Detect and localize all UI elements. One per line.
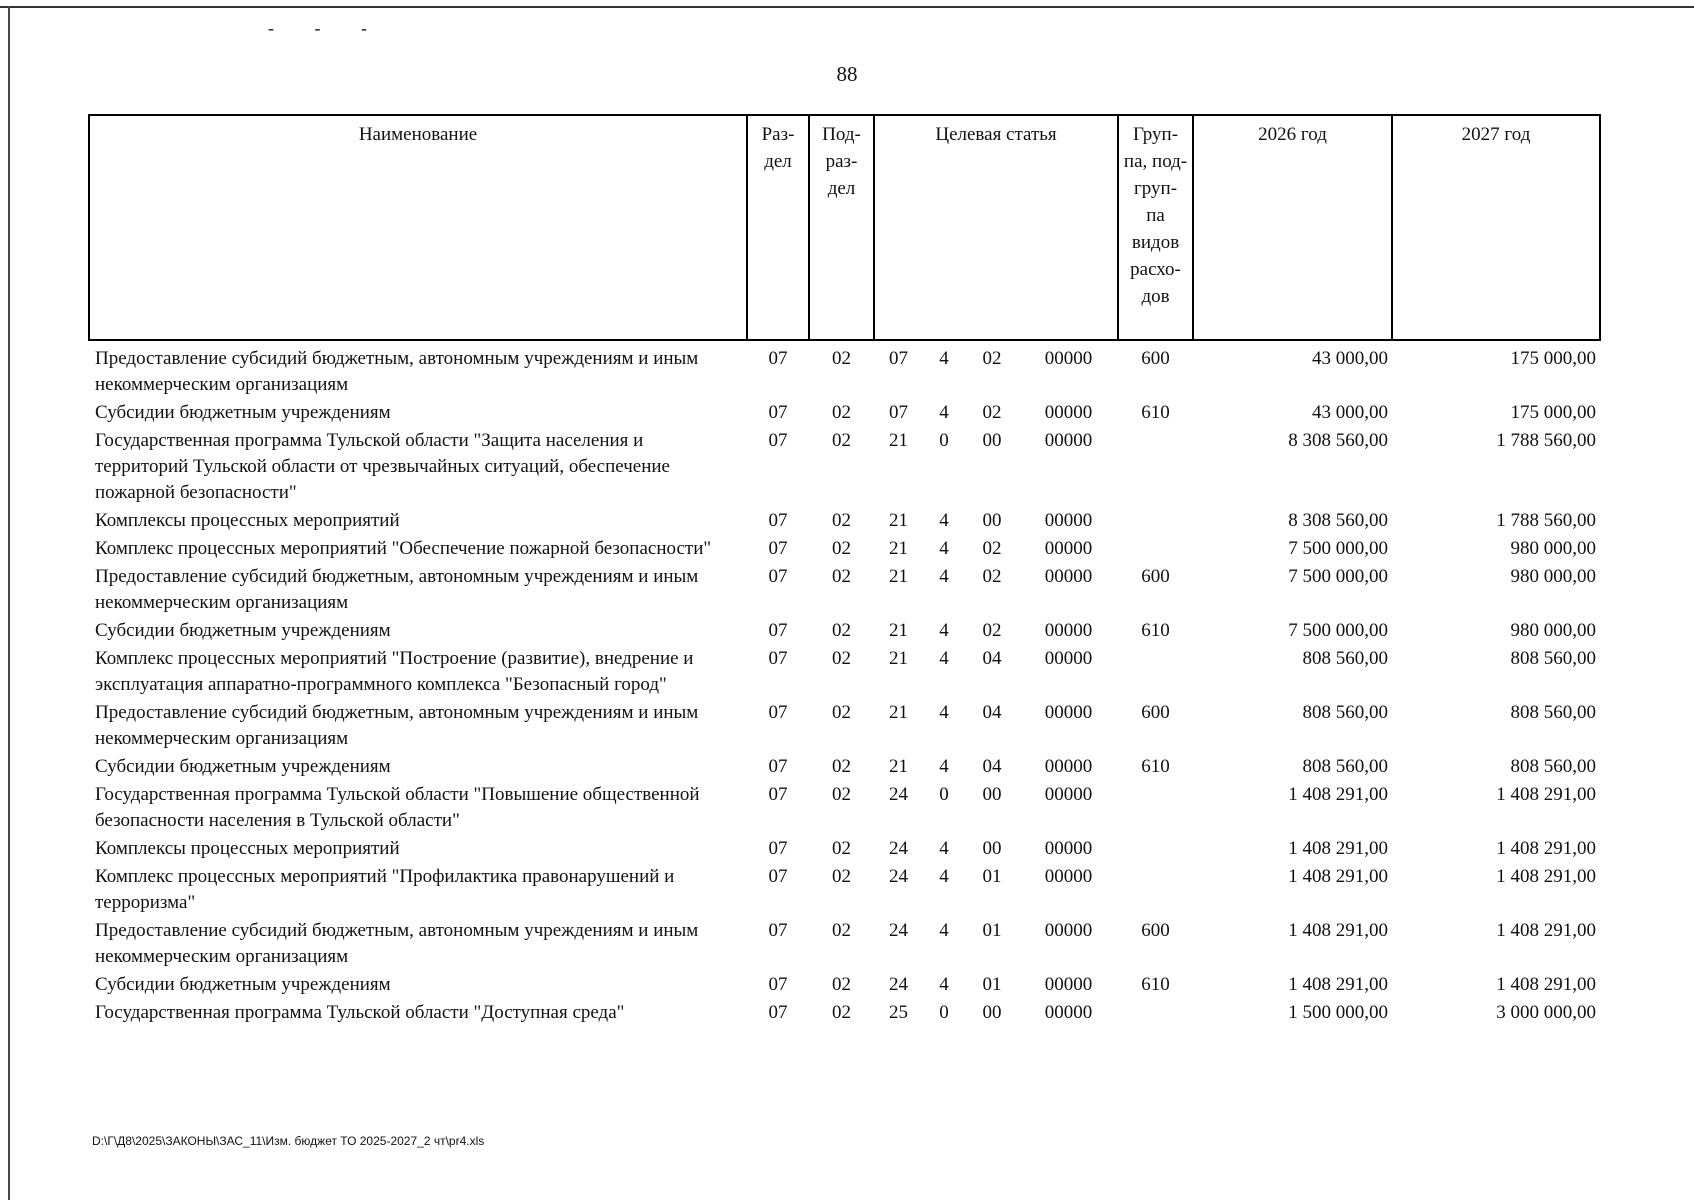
row-amount-2027: 1 788 560,00 <box>1496 510 1597 531</box>
row-target-program: 21 <box>889 648 908 669</box>
row-name: Предоставление субсидий бюджетным, автономным учреждениям и иным некоммерческим организациям <box>95 920 699 967</box>
row-section: 07 <box>768 866 788 887</box>
table-row <box>89 700 1600 754</box>
header-target-article: Целевая статья <box>874 115 1118 340</box>
top-marks: - - - <box>268 18 385 38</box>
row-amount-2026: 8 308 560,00 <box>1288 430 1389 451</box>
row-expense-group: 600 <box>1141 920 1170 941</box>
row-amount-2026: 1 408 291,00 <box>1288 838 1389 859</box>
row-target-direction: 00000 <box>1044 648 1093 669</box>
row-subsection: 02 <box>832 702 851 723</box>
row-section: 07 <box>768 1002 788 1023</box>
row-section: 07 <box>768 648 788 669</box>
row-target-program: 21 <box>889 756 908 777</box>
table-row <box>89 508 1600 536</box>
row-subsection: 02 <box>832 838 851 859</box>
row-target-structure: 00 <box>982 430 1002 451</box>
header-year-2026: 2026 год <box>1193 115 1392 340</box>
row-target-type: 4 <box>939 402 949 423</box>
row-section: 07 <box>768 510 788 531</box>
row-subsection: 02 <box>832 974 851 995</box>
row-target-direction: 00000 <box>1044 430 1093 451</box>
row-target-structure: 02 <box>982 402 1002 423</box>
row-target-type: 4 <box>939 510 949 531</box>
row-section: 07 <box>768 920 788 941</box>
table-row <box>89 972 1600 1000</box>
row-expense-group: 610 <box>1141 402 1170 423</box>
row-target-type: 4 <box>939 838 949 859</box>
row-target-type: 4 <box>939 920 949 941</box>
row-target-program: 21 <box>889 538 908 559</box>
row-target-direction: 00000 <box>1044 620 1093 641</box>
row-target-program: 25 <box>889 1002 908 1023</box>
row-expense-group: 600 <box>1141 702 1170 723</box>
row-target-direction: 00000 <box>1044 702 1093 723</box>
row-target-structure: 00 <box>982 838 1002 859</box>
row-amount-2026: 1 408 291,00 <box>1288 784 1389 805</box>
row-target-program: 21 <box>889 510 908 531</box>
row-section: 07 <box>768 402 788 423</box>
row-target-type: 4 <box>939 974 949 995</box>
row-target-program: 24 <box>889 784 908 805</box>
scan-edge-top <box>0 6 1694 8</box>
row-target-type: 4 <box>939 620 949 641</box>
row-amount-2027: 980 000,00 <box>1510 538 1597 559</box>
row-target-type: 4 <box>939 866 949 887</box>
row-section: 07 <box>768 348 788 369</box>
row-expense-group <box>1118 428 1193 508</box>
row-amount-2027: 1 408 291,00 <box>1496 974 1597 995</box>
row-target-direction: 00000 <box>1044 566 1093 587</box>
row-target-direction: 00000 <box>1044 538 1093 559</box>
row-name: Государственная программа Тульской области "Повышение общественной безопасности населения в Тульской области" <box>95 784 700 831</box>
row-amount-2027: 175 000,00 <box>1510 402 1597 423</box>
row-target-program: 21 <box>889 620 908 641</box>
row-target-structure: 02 <box>982 566 1002 587</box>
row-amount-2026: 1 408 291,00 <box>1288 974 1389 995</box>
row-target-direction: 00000 <box>1044 348 1093 369</box>
row-name: Субсидии бюджетным учреждениям <box>95 402 391 423</box>
header-expense-group: Груп- па, под- груп- па видов расхо- дов <box>1118 115 1193 340</box>
scan-edge-left <box>8 6 10 1200</box>
row-section: 07 <box>768 620 788 641</box>
row-section: 07 <box>768 974 788 995</box>
row-subsection: 02 <box>832 430 851 451</box>
row-target-program: 07 <box>889 348 908 369</box>
row-subsection: 02 <box>832 620 851 641</box>
row-section: 07 <box>768 566 788 587</box>
row-target-program: 24 <box>889 866 908 887</box>
row-target-type: 4 <box>939 348 949 369</box>
row-subsection: 02 <box>832 510 851 531</box>
row-target-type: 4 <box>939 702 949 723</box>
row-expense-group: 600 <box>1141 566 1170 587</box>
row-amount-2026: 7 500 000,00 <box>1288 566 1389 587</box>
row-amount-2026: 8 308 560,00 <box>1288 510 1389 531</box>
row-amount-2027: 808 560,00 <box>1510 756 1597 777</box>
row-amount-2027: 1 408 291,00 <box>1496 920 1597 941</box>
row-expense-group: 600 <box>1141 348 1170 369</box>
row-target-type: 4 <box>939 756 949 777</box>
row-target-program: 24 <box>889 920 908 941</box>
row-target-type: 4 <box>939 566 949 587</box>
table-header-row <box>89 115 1600 340</box>
row-target-program: 21 <box>889 430 908 451</box>
row-amount-2026: 808 560,00 <box>1302 648 1389 669</box>
row-expense-group <box>1118 508 1193 536</box>
row-amount-2027: 808 560,00 <box>1510 648 1597 669</box>
table-row <box>89 536 1600 564</box>
row-target-structure: 04 <box>982 648 1002 669</box>
row-target-structure: 01 <box>982 974 1002 995</box>
row-section: 07 <box>768 538 788 559</box>
row-name: Комплекс процессных мероприятий "Обеспечение пожарной безопасности" <box>95 538 712 559</box>
row-target-structure: 00 <box>982 510 1002 531</box>
row-target-direction: 00000 <box>1044 838 1093 859</box>
table-row <box>89 836 1600 864</box>
table-body <box>89 340 1600 1028</box>
row-expense-group <box>1118 782 1193 836</box>
row-target-direction: 00000 <box>1044 756 1093 777</box>
row-target-type: 0 <box>939 430 949 451</box>
row-target-structure: 01 <box>982 920 1002 941</box>
row-amount-2026: 808 560,00 <box>1302 756 1389 777</box>
row-amount-2026: 1 408 291,00 <box>1288 920 1389 941</box>
row-amount-2027: 1 408 291,00 <box>1496 838 1597 859</box>
row-amount-2027: 1 788 560,00 <box>1496 430 1597 451</box>
row-subsection: 02 <box>832 648 851 669</box>
table-row <box>89 340 1600 400</box>
row-section: 07 <box>768 702 788 723</box>
header-year-2027: 2027 год <box>1392 115 1600 340</box>
row-expense-group <box>1118 1000 1193 1028</box>
row-target-structure: 00 <box>982 784 1002 805</box>
row-amount-2027: 1 408 291,00 <box>1496 784 1597 805</box>
row-name: Субсидии бюджетным учреждениям <box>95 620 391 641</box>
table-row <box>89 782 1600 836</box>
row-section: 07 <box>768 756 788 777</box>
row-target-structure: 00 <box>982 1002 1002 1023</box>
row-amount-2027: 980 000,00 <box>1510 620 1597 641</box>
row-name: Предоставление субсидий бюджетным, автономным учреждениям и иным некоммерческим организациям <box>95 702 699 749</box>
row-amount-2026: 43 000,00 <box>1312 348 1389 369</box>
row-name: Субсидии бюджетным учреждениям <box>95 756 391 777</box>
footer-file-path: D:\Г\Д8\2025\ЗАКОНЫ\ЗАС_11\Изм. бюджет ТО 2025-2027_2 чт\pr4.xls <box>92 1134 485 1148</box>
row-expense-group <box>1118 536 1193 564</box>
row-amount-2026: 808 560,00 <box>1302 702 1389 723</box>
row-amount-2027: 980 000,00 <box>1510 566 1597 587</box>
row-target-program: 07 <box>889 402 908 423</box>
row-subsection: 02 <box>832 566 851 587</box>
row-amount-2026: 1 408 291,00 <box>1288 866 1389 887</box>
row-subsection: 02 <box>832 920 851 941</box>
row-name: Комплекс процессных мероприятий "Профилактика правонарушений и терроризма" <box>95 866 675 913</box>
row-target-program: 21 <box>889 702 908 723</box>
table-row <box>89 400 1600 428</box>
row-section: 07 <box>768 838 788 859</box>
row-target-structure: 02 <box>982 538 1002 559</box>
row-target-type: 4 <box>939 538 949 559</box>
row-target-structure: 04 <box>982 756 1002 777</box>
row-subsection: 02 <box>832 402 851 423</box>
row-section: 07 <box>768 784 788 805</box>
row-name: Государственная программа Тульской области "Защита населения и территорий Тульской области от чрезвычайных ситуаций, обеспечение пожарной безопасности" <box>95 430 670 503</box>
table-row <box>89 864 1600 918</box>
row-expense-group <box>1118 646 1193 700</box>
row-expense-group <box>1118 836 1193 864</box>
header-section: Раз- дел <box>747 115 809 340</box>
row-target-direction: 00000 <box>1044 784 1093 805</box>
row-name: Предоставление субсидий бюджетным, автономным учреждениям и иным некоммерческим организациям <box>95 348 699 395</box>
row-target-direction: 00000 <box>1044 402 1093 423</box>
row-target-program: 24 <box>889 838 908 859</box>
row-target-direction: 00000 <box>1044 510 1093 531</box>
row-target-direction: 00000 <box>1044 1002 1093 1023</box>
table-row <box>89 918 1600 972</box>
row-amount-2026: 7 500 000,00 <box>1288 538 1389 559</box>
budget-table <box>88 114 1601 1028</box>
header-name: Наименование <box>89 115 747 340</box>
row-subsection: 02 <box>832 538 851 559</box>
table-row <box>89 1000 1600 1028</box>
page-number: 88 <box>836 62 858 86</box>
row-amount-2027: 808 560,00 <box>1510 702 1597 723</box>
row-expense-group: 610 <box>1141 756 1170 777</box>
row-name: Субсидии бюджетным учреждениям <box>95 974 391 995</box>
table-row <box>89 564 1600 618</box>
row-target-structure: 02 <box>982 620 1002 641</box>
row-target-direction: 00000 <box>1044 866 1093 887</box>
row-expense-group: 610 <box>1141 974 1170 995</box>
row-target-direction: 00000 <box>1044 920 1093 941</box>
row-name: Государственная программа Тульской области "Доступная среда" <box>95 1002 625 1023</box>
row-name: Комплексы процессных мероприятий <box>95 838 400 859</box>
row-target-structure: 04 <box>982 702 1002 723</box>
row-subsection: 02 <box>832 1002 851 1023</box>
row-subsection: 02 <box>832 348 851 369</box>
row-target-structure: 01 <box>982 866 1002 887</box>
table-row <box>89 754 1600 782</box>
row-subsection: 02 <box>832 866 851 887</box>
row-target-type: 0 <box>939 1002 949 1023</box>
row-target-direction: 00000 <box>1044 974 1093 995</box>
table-row <box>89 618 1600 646</box>
row-name: Комплекс процессных мероприятий "Построение (развитие), внедрение и эксплуатация аппаратно-программного комплекса "Безопасный город" <box>95 648 694 695</box>
row-name: Комплексы процессных мероприятий <box>95 510 400 531</box>
row-target-type: 4 <box>939 648 949 669</box>
row-section: 07 <box>768 430 788 451</box>
row-amount-2026: 1 500 000,00 <box>1288 1002 1389 1023</box>
row-name: Предоставление субсидий бюджетным, автономным учреждениям и иным некоммерческим организациям <box>95 566 699 613</box>
row-target-program: 24 <box>889 974 908 995</box>
row-amount-2027: 3 000 000,00 <box>1496 1002 1597 1023</box>
row-subsection: 02 <box>832 784 851 805</box>
row-amount-2027: 175 000,00 <box>1510 348 1597 369</box>
row-target-type: 0 <box>939 784 949 805</box>
row-amount-2026: 43 000,00 <box>1312 402 1389 423</box>
table-row <box>89 428 1600 508</box>
row-target-structure: 02 <box>982 348 1002 369</box>
row-subsection: 02 <box>832 756 851 777</box>
row-target-program: 21 <box>889 566 908 587</box>
header-subsection: Под- раз- дел <box>809 115 874 340</box>
row-expense-group <box>1118 864 1193 918</box>
table-row <box>89 646 1600 700</box>
row-amount-2027: 1 408 291,00 <box>1496 866 1597 887</box>
row-expense-group: 610 <box>1141 620 1170 641</box>
row-amount-2026: 7 500 000,00 <box>1288 620 1389 641</box>
